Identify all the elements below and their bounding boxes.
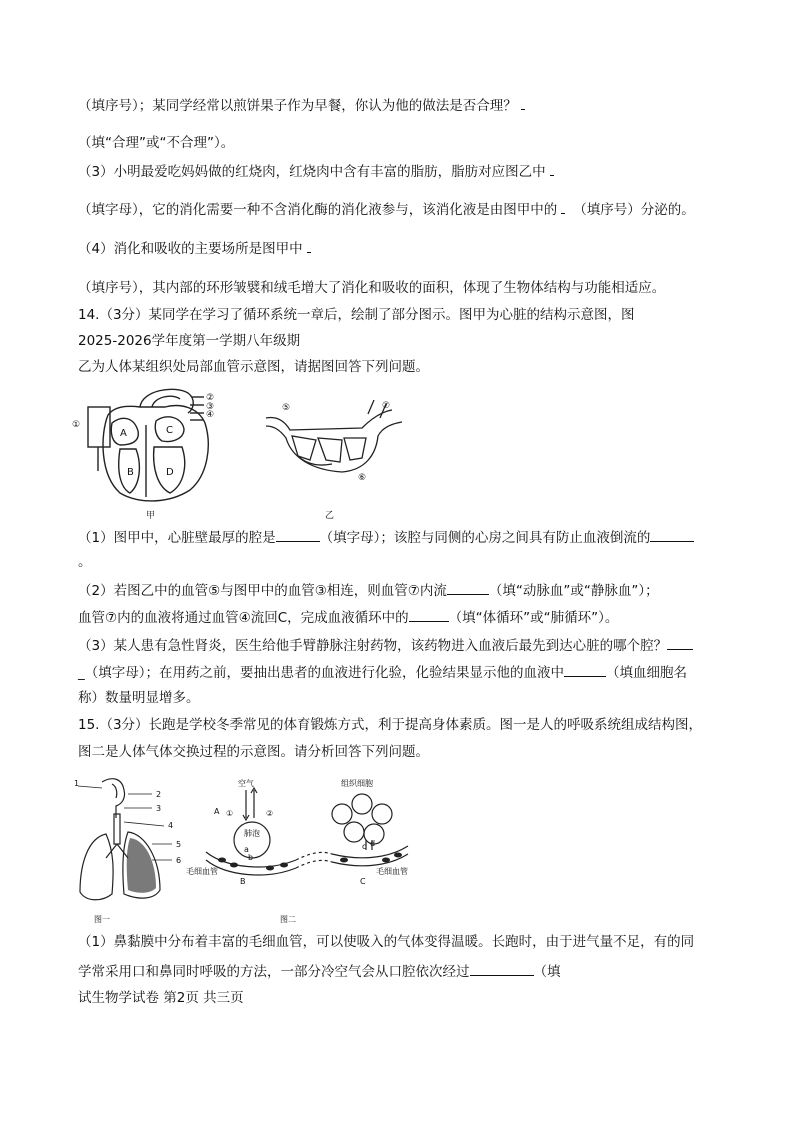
text: （填“合理”或“不合理”）。 bbox=[78, 135, 235, 151]
svg-text:d: d bbox=[370, 839, 376, 848]
text: 甲 bbox=[146, 511, 156, 521]
text: （填“动脉血”或“静脉血”）； bbox=[488, 583, 659, 599]
line-q13-3 bbox=[78, 163, 554, 181]
svg-text:⑤: ⑤ bbox=[282, 403, 291, 413]
svg-text:B: B bbox=[240, 877, 246, 886]
svg-text:6: 6 bbox=[176, 856, 182, 865]
answer-blank[interactable] bbox=[550, 163, 554, 176]
text: （1）图甲中，心脏壁最厚的腔是 bbox=[78, 530, 276, 546]
text: （填血细胞名 bbox=[606, 665, 687, 681]
text: 。 bbox=[78, 554, 92, 570]
capillary-right-label: 毛细血管 bbox=[376, 867, 408, 876]
svg-text:A: A bbox=[214, 807, 220, 816]
text: （填序号）；某同学经常以煎饼果子作为早餐，你认为他的做法是否合理？ bbox=[78, 98, 517, 114]
text: （填“体循环”或“肺循环”）。 bbox=[448, 610, 619, 626]
resp1-caption bbox=[94, 911, 110, 929]
text: （填序号），其内部的环形皱襞和绒毛增大了消化和吸收的面积，体现了生物体结构与功能相适应。 bbox=[78, 280, 666, 296]
line-q14-1 bbox=[78, 527, 694, 547]
answer-blank[interactable] bbox=[276, 527, 320, 542]
text: 乙 bbox=[325, 511, 335, 521]
svg-text:D: D bbox=[166, 467, 174, 478]
answer-blank[interactable] bbox=[650, 527, 694, 542]
answer-blank[interactable] bbox=[564, 662, 606, 677]
text: （4）消化和吸收的主要场所是图甲中 bbox=[78, 241, 303, 257]
line-q14-3 bbox=[78, 635, 693, 655]
svg-text:5: 5 bbox=[176, 840, 182, 849]
text: 14.（3分）某同学在学习了循环系统一章后，绘制了部分图示。图甲为心脏的结构示意图，图 bbox=[78, 307, 635, 323]
text: _（填字母）；在用药之前，要抽出患者的血液进行化验，化验结果显示他的血液中 bbox=[78, 665, 564, 681]
line-q15-1-b bbox=[78, 961, 561, 981]
tissue-label: 组织细胞 bbox=[341, 779, 373, 788]
svg-text:①: ① bbox=[226, 809, 234, 818]
air-label: 空气 bbox=[238, 779, 254, 788]
answer-blank[interactable] bbox=[470, 961, 534, 976]
svg-text:C: C bbox=[166, 425, 173, 436]
heart-caption bbox=[146, 507, 155, 525]
answer-blank[interactable] bbox=[307, 240, 311, 253]
svg-text:c: c bbox=[362, 842, 367, 851]
text: （2）若图乙中的血管⑤与图甲中的血管③相连，则血管⑦内流 bbox=[78, 583, 447, 599]
line-q14-3-c bbox=[78, 689, 200, 707]
line-q14-2 bbox=[78, 580, 659, 600]
svg-text:b: b bbox=[248, 853, 254, 862]
answer-blank[interactable] bbox=[409, 607, 449, 622]
svg-text:a: a bbox=[244, 845, 249, 854]
text: 图二是人体气体交换过程的示意图。请分析回答下列问题。 bbox=[78, 744, 429, 760]
page-footer bbox=[78, 989, 244, 1007]
text: （1）鼻黏膜中分布着丰富的毛细血管，可以使吸入的气体变得温暖。长跑时，由于进气量不足，有的同 bbox=[78, 934, 695, 950]
respiratory-system-diagram bbox=[72, 774, 192, 914]
gas-exchange-diagram bbox=[186, 776, 426, 896]
svg-text:③: ③ bbox=[206, 402, 215, 412]
text: 血管⑦内的血液将通过血管④流回C，完成血液循环中的 bbox=[78, 610, 409, 626]
text: （3）小明最爱吃妈妈做的红烧肉，红烧肉中含有丰富的脂肪，脂肪对应图乙中 bbox=[78, 164, 546, 180]
text: （填 bbox=[533, 964, 561, 980]
line-q13-continued-2 bbox=[78, 134, 234, 152]
line-q14-intro bbox=[78, 306, 635, 324]
svg-text:④: ④ bbox=[206, 410, 215, 420]
line-q14-2-b bbox=[78, 607, 618, 627]
text: 图一 bbox=[94, 915, 110, 924]
line-q15-intro-2 bbox=[78, 743, 429, 761]
line-q13-3-b bbox=[78, 201, 695, 219]
svg-text:①: ① bbox=[72, 420, 81, 430]
svg-text:②: ② bbox=[206, 393, 215, 403]
line-school-header bbox=[78, 332, 300, 350]
text: 15.（3分）长跑是学校冬季常见的体育锻炼方式，利于提高身体素质。图一是人的呼吸系统组成结构图， bbox=[78, 717, 703, 733]
resp2-caption bbox=[280, 911, 296, 929]
line-q14-intro-2 bbox=[78, 358, 429, 376]
svg-text:1: 1 bbox=[74, 779, 80, 788]
svg-text:⑥: ⑥ bbox=[358, 473, 367, 483]
text: 图二 bbox=[280, 915, 296, 924]
line-q15-intro bbox=[78, 716, 702, 734]
text: 学常采用口和鼻同时呼吸的方法，一部分冷空气会从口腔依次经过 bbox=[78, 964, 470, 980]
answer-blank[interactable] bbox=[447, 580, 489, 595]
line-q15-1 bbox=[78, 933, 694, 951]
svg-text:2: 2 bbox=[156, 790, 162, 799]
text: 称）数量明显增多。 bbox=[78, 690, 200, 706]
answer-blank[interactable] bbox=[667, 635, 693, 650]
svg-text:C: C bbox=[360, 877, 366, 886]
text: 试生物学试卷 第2页 共三页 bbox=[78, 990, 244, 1006]
svg-text:A: A bbox=[120, 428, 127, 439]
text: （填序号）分泌的。 bbox=[573, 202, 695, 218]
svg-text:4: 4 bbox=[168, 821, 174, 830]
line-q14-1-end bbox=[78, 553, 92, 571]
text: 乙为人体某组织处局部血管示意图，请据图回答下列问题。 bbox=[78, 359, 429, 375]
svg-text:⑦: ⑦ bbox=[382, 401, 391, 411]
svg-text:B: B bbox=[127, 467, 134, 478]
vessel-caption bbox=[325, 507, 334, 525]
capillary-left-label: 毛细血管 bbox=[186, 867, 218, 876]
text: （填字母）；该腔与同侧的心房之间具有防止血液倒流的 bbox=[319, 530, 651, 546]
text: （3）某人患有急性肾炎，医生给他手臂静脉注射药物，该药物进入血液后最先到达心脏的哪个腔？ bbox=[78, 638, 668, 654]
line-q14-3-b bbox=[78, 662, 687, 682]
vessel-diagram bbox=[262, 400, 412, 490]
answer-blank[interactable] bbox=[521, 97, 525, 110]
text: （填字母），它的消化需要一种不含消化酶的消化液参与，该消化液是由图甲中的 bbox=[78, 202, 558, 218]
svg-text:②: ② bbox=[266, 809, 274, 818]
line-q13-4-b bbox=[78, 279, 665, 297]
heart-diagram bbox=[70, 385, 230, 525]
answer-blank[interactable] bbox=[561, 201, 565, 214]
line-q13-4 bbox=[78, 240, 311, 258]
alveolus-label: 肺泡 bbox=[244, 829, 260, 838]
text: 2025-2026学年度第一学期八年级期 bbox=[78, 333, 301, 349]
line-q13-continued-1 bbox=[78, 97, 525, 115]
svg-text:3: 3 bbox=[156, 804, 162, 813]
